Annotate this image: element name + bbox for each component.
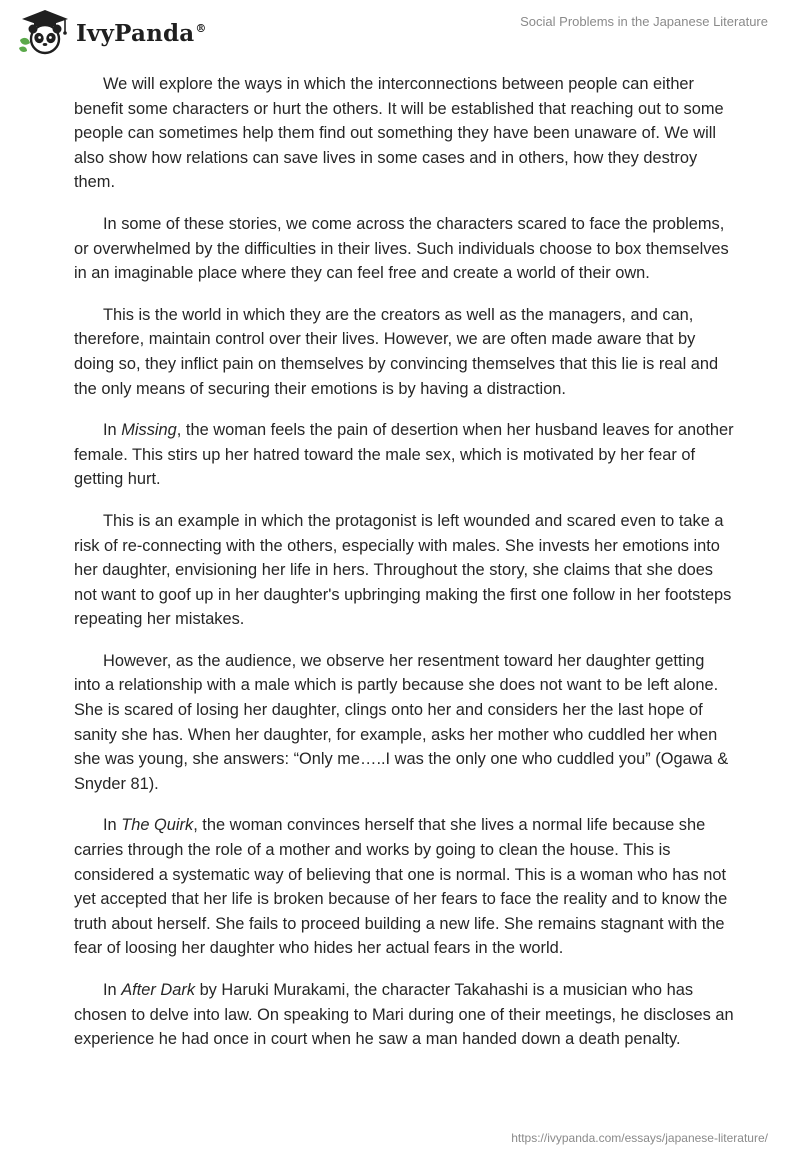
document-title: Social Problems in the Japanese Literature xyxy=(520,14,768,29)
book-title: After Dark xyxy=(121,981,196,999)
paragraph: In some of these stories, we come across the characters scared to face the problems, or overwhelmed by the difficulties in their lives. Such individuals choose to box themselves in an imaginable place where they can feel free and create a world of their own. xyxy=(74,214,729,283)
paragraph-text: In xyxy=(103,421,122,440)
paragraph: However, as the audience, we observe her resentment toward her daughter getting into a relationship with a male which is partly because she does not want to be left alone. She is scared of losing her daughter, clings onto her and considers her the last hope of sanity she has. When her daughter, for example, asks her mother who cuddled her when she was young, she answers: “Only me…..I was the only one who cuddled you” (Ogawa & Snyder 81). xyxy=(74,651,729,793)
story-title: The Quirk xyxy=(121,816,194,835)
paragraph xyxy=(74,418,734,492)
paragraph: We will explore the ways in which the interconnections between people can either benefit some characters or hurt the others. It will be established that reaching out to some people can sometimes help them find out something they have been unaware of. We will also show how relations can save lives in some cases and in others, how they destroy them. xyxy=(74,75,724,192)
brand-name: IvyPanda® xyxy=(76,19,207,47)
story-title: Missing xyxy=(121,421,177,440)
paragraph-text: In xyxy=(103,816,122,835)
paragraph-text: , the woman convinces herself that she lives a normal life because she carries through the role of a mother and works by going to clean the house. This is considered a systematic way of believing that one is normal. This is a woman who has not yet accepted that her life is broken because of her fears to face the reality and to know the truth about herself. She fails to proceed building a new life. She remains stagnant with the fear of loosing her daughter who hides her actual fears in the world. xyxy=(74,816,728,958)
panda-graduate-icon xyxy=(16,8,74,56)
source-url: https://ivypanda.com/essays/japanese-literature/ xyxy=(511,1131,768,1145)
paragraph-text: In xyxy=(103,981,122,999)
registered-mark: ® xyxy=(195,21,207,35)
paragraph: This is the world in which they are the creators as well as the managers, and can, therefore, maintain control over their lives. However, we are often made aware that by doing so, they inflict pain on themselves by convincing themselves that this lie is real and the only means of securing their emotions is by having a distraction. xyxy=(74,305,719,398)
paragraph xyxy=(74,813,734,961)
essay-body xyxy=(74,72,734,1069)
page-header xyxy=(0,0,800,62)
paragraph: This is an example in which the protagonist is left wounded and scared even to take a risk of re-connecting with the others, especially with males. She invests her emotions into her daughter, envisioning her life in hers. Throughout the story, she claims that she does not want to goof up in her daughter's upbringing making the first one follow in her footsteps repeating her mistakes. xyxy=(74,511,732,629)
paragraph-text: , the woman feels the pain of desertion when her husband leaves for another female. This stirs up her hatred toward the male sex, which is motivated by her fear of getting hurt. xyxy=(74,421,734,489)
paragraph xyxy=(74,978,734,1052)
paragraph-text: by Haruki Murakami, the character Takahashi is a musician who has chosen to delve into law. On speaking to Mari during one of their meetings, he discloses an experience he had once in court when he saw a man handed down a death penalty. xyxy=(74,981,734,1049)
brand-logo-link[interactable] xyxy=(16,8,207,56)
